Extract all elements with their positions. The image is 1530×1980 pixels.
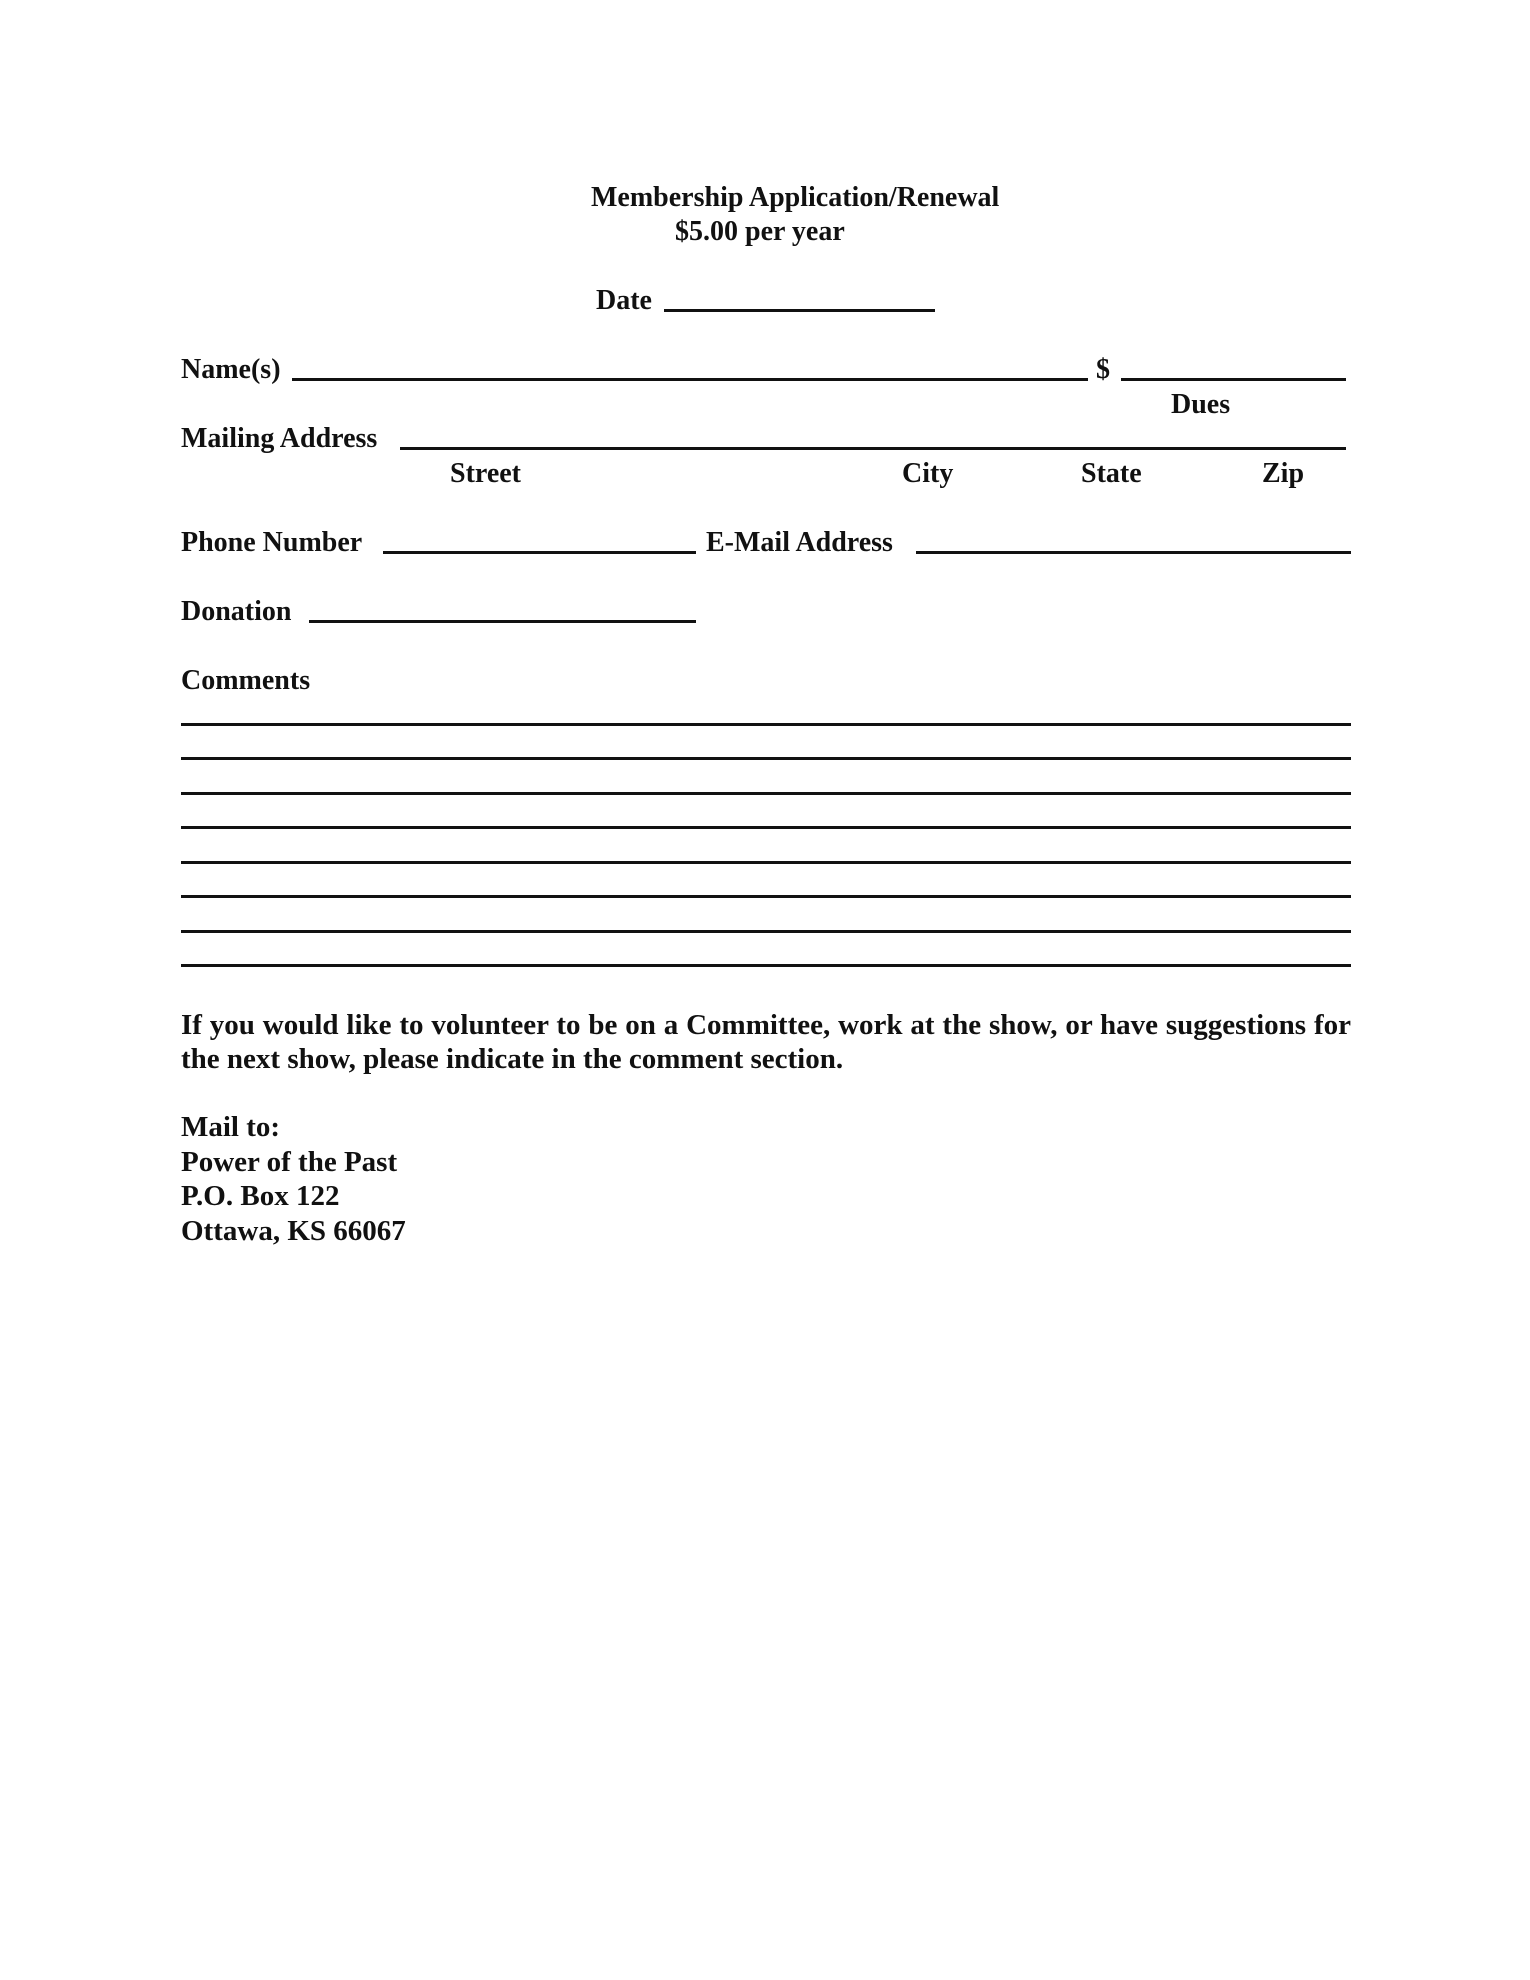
comment-line[interactable]	[181, 826, 1351, 829]
mail-to-block	[181, 1110, 406, 1248]
donation-field[interactable]	[309, 620, 696, 623]
dollar-sign: $	[1096, 354, 1110, 385]
names-label: Name(s)	[181, 354, 281, 385]
comment-line[interactable]	[181, 964, 1351, 967]
volunteer-note: If you would like to volunteer to be on a Committee, work at the show, or have suggestions for the next show, please indicate in the comment section.	[181, 1009, 1351, 1075]
mail-to-org: Power of the Past	[181, 1145, 398, 1178]
donation-label: Donation	[181, 596, 292, 627]
date-label: Date	[596, 285, 652, 316]
mailing-address-field[interactable]	[400, 447, 1346, 450]
mail-to-box: P.O. Box 122	[181, 1180, 340, 1212]
email-field[interactable]	[916, 551, 1351, 554]
comment-line[interactable]	[181, 757, 1351, 760]
comment-line[interactable]	[181, 930, 1351, 933]
form-subtitle: $5.00 per year	[675, 216, 845, 247]
street-label: Street	[450, 458, 521, 489]
dues-field[interactable]	[1121, 378, 1346, 381]
form-title: Membership Application/Renewal	[591, 182, 1000, 213]
comment-line[interactable]	[181, 895, 1351, 898]
mailing-address-label: Mailing Address	[181, 423, 378, 454]
comment-line[interactable]	[181, 792, 1351, 795]
phone-label: Phone Number	[181, 527, 363, 558]
names-field[interactable]	[292, 378, 1088, 381]
zip-label: Zip	[1262, 458, 1305, 489]
mail-to-city: Ottawa, KS 66067	[181, 1214, 406, 1247]
comment-line[interactable]	[181, 861, 1351, 864]
email-label: E-Mail Address	[706, 527, 893, 558]
mail-to-heading: Mail to:	[181, 1111, 281, 1143]
dues-label: Dues	[1171, 389, 1231, 420]
phone-field[interactable]	[383, 551, 696, 554]
city-label: City	[902, 458, 954, 489]
state-label: State	[1081, 458, 1142, 489]
comments-label: Comments	[181, 665, 311, 696]
date-field[interactable]	[664, 309, 935, 312]
comment-line[interactable]	[181, 723, 1351, 726]
